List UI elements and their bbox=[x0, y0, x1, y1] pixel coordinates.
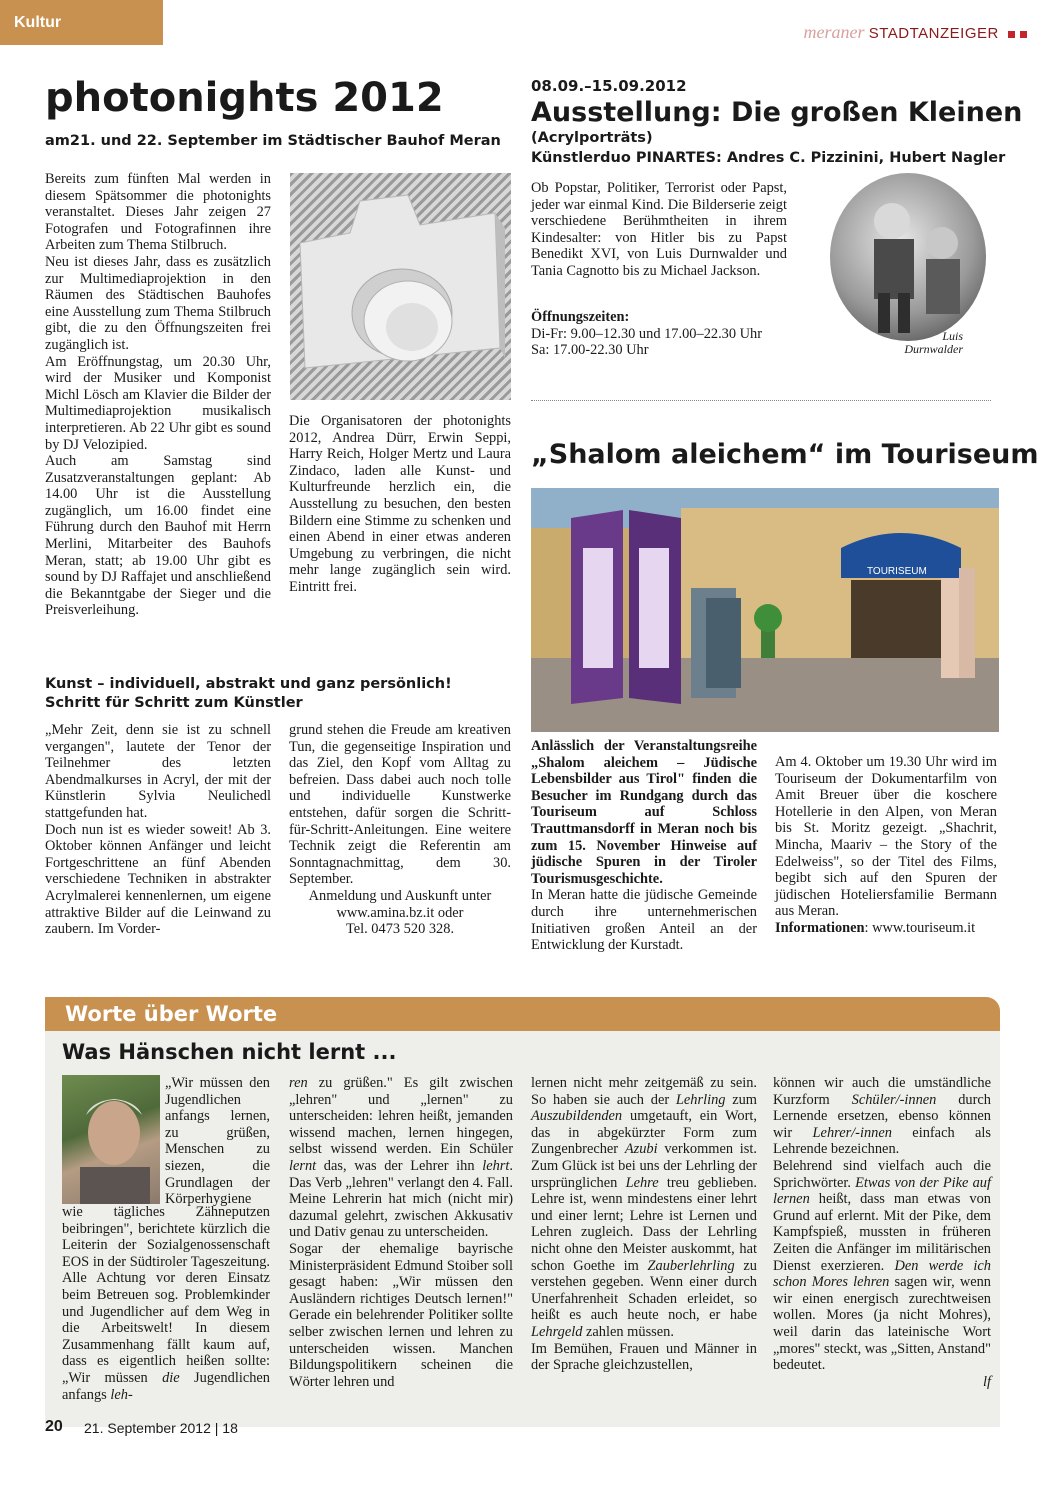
paragraph: Doch nun ist es wieder soweit! Ab 3. Oktober können Anfänger und leicht Fortgeschrittene an fünf Abenden verschiedene Techniken in abstrakter Acrylmalerei kennenlernen, um eigene attraktive Bilder auf die Leinwand zu zaubern. Im Vorder- bbox=[45, 821, 271, 938]
text-run: Lehrer/-innen bbox=[812, 1124, 892, 1141]
text-run: Belehrend sind vielfach auch die Sprichwörter. bbox=[773, 1157, 991, 1191]
ausstellung-title: Ausstellung: Die großen Kleinen bbox=[531, 97, 1023, 128]
kunst-title2: Schritt für Schritt zum Künstler bbox=[45, 695, 303, 711]
touriseum-photo bbox=[531, 488, 999, 732]
text-run: zum bbox=[725, 1091, 758, 1108]
text-run: die bbox=[162, 1369, 180, 1386]
text-run: umgetauft, ein Wort, das in abgekürzter Form zum Zungenbrecher bbox=[531, 1108, 757, 1158]
paragraph: „Mehr Zeit, denn sie ist zu schnell vergangen", lautete der Tenor der Teilnehmer des letzten Abendmalkurses in Acryl, der mit der Künstlerin Sylvia Neulichedl stattgefunden hat. bbox=[45, 722, 271, 821]
paragraph: Neu ist dieses Jahr, dass es zusätzlich zur Multimediaprojektion in den Räumen des Städtischen Bauhofes eine Ausstellung zum Thema Stilbruch gibt, die zu den Öffnungszeiten frei zugänglich ist. bbox=[45, 253, 271, 353]
text-run: Lehrgeld bbox=[531, 1323, 583, 1340]
text-run: lehrt bbox=[482, 1157, 510, 1174]
hours-weekdays: Di-Fr: 9.00–12.30 und 17.00–22.30 Uhr bbox=[531, 325, 763, 342]
text-run: ren bbox=[289, 1075, 308, 1091]
photonights-title: photonights 2012 bbox=[45, 75, 444, 121]
text-run: einfach als Lehrende bezeichnen. bbox=[773, 1124, 991, 1158]
shalom-col1 bbox=[531, 738, 757, 954]
paragraph: Am Eröffnungstag, um 20.30 Uhr, wird der Musiker und Komponist Michl Lösch am Klavier die Bilder der Multimediaprojektion musikalisch interpretieren. Ab 22 Uhr gibt es sound by DJ Velozipied. bbox=[45, 353, 271, 453]
text-run: verkommen ist. Zum Glück ist bei uns der Lehrling der ursprünglichen bbox=[531, 1141, 757, 1191]
masthead-logo bbox=[804, 22, 1027, 43]
text-run: Zauberlehrling bbox=[647, 1257, 735, 1274]
ausstellung-hours bbox=[531, 309, 811, 359]
text-run: zu grüßen." Es gilt zwischen „lehren" und „lernen" zu unterscheiden: lehren heißt, jemanden wissend machen, lernen hingegen, selbst wissend werden. Ein Schüler bbox=[289, 1075, 513, 1158]
photonights-col2: Die Organisatoren der photonights 2012, Andrea Dürr, Erwin Seppi, Harry Reich, Holger Mertz und Laura Zindaco, laden alle Kunst- und Kulturfreunde herzlich ein, die Ausstellung zu besuchen, den besten Bildern eine Stimme zu schenken und einen Abend in einer etwas anderen Umgebung zu verbringen, die nicht mehr lange zugänglich sein wird. Eintritt frei. bbox=[289, 413, 511, 595]
text-run: zahlen müssen. bbox=[582, 1323, 674, 1340]
worte-col1-side: „Wir müssen den Jugendlichen anfangs lernen, zu grüßen, Menschen zu siezen, die Grundlagen der Körperhygiene bbox=[165, 1075, 270, 1208]
text-run: Lehrling bbox=[675, 1091, 726, 1108]
portrait-illustration bbox=[830, 173, 986, 341]
photonights-subtitle: am21. und 22. September im Städtischer Bauhof Meran bbox=[45, 133, 501, 149]
shalom-col2 bbox=[775, 754, 997, 937]
text-run: wie tägliches Zähneputzen beibringen", berichtete kürzlich die Leiterin der Sozialgenossenschaft EOS in der Südtiroler Tageszeitung. Alle Achtung vor deren Einsatz beim Betreuen sog. Problemkinder und Jugendlicher auf dem Weg in die Arbeitswelt! In diesem Zusammenhang fällt kaum auf, dass es eigentlich heißen sollte: „Wir müssen bbox=[62, 1204, 270, 1386]
paragraph: Im Bemühen, Frauen und Männer in der Sprache gleichzustellen, bbox=[531, 1340, 757, 1374]
kunst-title1: Kunst – individuell, abstrakt und ganz persönlich! bbox=[45, 676, 452, 692]
author-illustration bbox=[62, 1075, 160, 1204]
paragraph bbox=[531, 1075, 757, 1341]
paragraph bbox=[773, 1075, 991, 1158]
worte-col4 bbox=[773, 1075, 991, 1390]
photonights-col1 bbox=[45, 171, 271, 619]
paragraph: In Meran hatte die jüdische Gemeinde durch ihre unternehmerischen Initiativen großen Anteil an der Entwicklung der Kurstadt. bbox=[531, 887, 757, 954]
column-label: Worte über Worte bbox=[65, 1002, 278, 1026]
caption-line: Durnwalder bbox=[904, 342, 963, 356]
caption-line: Luis bbox=[942, 329, 963, 343]
text-run: durch Lernende ersetzen, ebenso können wir bbox=[773, 1091, 991, 1141]
column-title: Was Hänschen nicht lernt ... bbox=[62, 1040, 397, 1064]
child-portrait-photo bbox=[830, 173, 986, 341]
info-value: : www.touriseum.it bbox=[864, 919, 976, 936]
worte-col1 bbox=[62, 1204, 270, 1403]
section-tab-kultur: Kultur bbox=[0, 0, 163, 45]
divider bbox=[531, 400, 991, 401]
paragraph bbox=[289, 1075, 513, 1241]
text-run: Jugendlichen anfangs bbox=[62, 1369, 270, 1403]
kunst-col2 bbox=[289, 722, 511, 938]
ausstellung-subtitle1: (Acrylporträts) bbox=[531, 130, 653, 146]
paragraph bbox=[773, 1158, 991, 1374]
text-run: Lehre bbox=[625, 1174, 659, 1191]
masthead-square-icon bbox=[1008, 31, 1015, 38]
hours-saturday: Sa: 17.00-22.30 Uhr bbox=[531, 342, 649, 359]
camera-illustration bbox=[290, 173, 511, 400]
shalom-lead: Anlässlich der Veranstaltungsreihe „Shalom aleichem – Jüdische Lebensbilder aus Tirol" finden die Besucher im Rundgang durch das Touriseum auf Schloss Trauttmansdorff in Meran noch bis zum 15. November Hinweise auf jüdische Spuren in der Tiroler Tourismusgeschichte. bbox=[531, 738, 757, 887]
kunst-contact3: Tel. 0473 520 328. bbox=[345, 921, 455, 938]
ausstellung-subtitle2: Künstlerduo PINARTES: Andres C. Pizzinini, Hubert Nagler bbox=[531, 150, 1006, 166]
portrait-caption bbox=[870, 330, 963, 356]
info-label: Informationen bbox=[775, 919, 865, 936]
ausstellung-dates: 08.09.–15.09.2012 bbox=[531, 77, 687, 95]
author-photo bbox=[62, 1075, 160, 1204]
touriseum-illustration bbox=[531, 488, 999, 732]
kunst-contact1: Anmeldung und Auskunft unter bbox=[308, 887, 492, 904]
worte-col2 bbox=[289, 1075, 513, 1390]
text-run: Etwas von der Pike auf lernen bbox=[773, 1174, 991, 1208]
text-run: leh- bbox=[110, 1386, 133, 1403]
page-number: 20 bbox=[45, 1418, 63, 1435]
paragraph: Auch am Samstag sind Zusatzveranstaltungen geplant: Ab 14.00 Uhr ist die Ausstellung zugänglich, um 16.00 findet eine Führung durch den Bauhof mit Herrn Merlini, Mitarbeiter des Bauhofs Meran, statt; ab 19.00 Uhr gibt es sound by DJ Raffajet und anschließend die Bekanntgabe der Sieger und die Preisverleihung. bbox=[45, 453, 271, 619]
ausstellung-body: Ob Popstar, Politiker, Terrorist oder Papst, jeder war einmal Kind. Die Bilderserie zeigt verschiedene Berühmtheiten in ihrem Kindesalter: von Hitler bis zu Papst Benedikt XVI, von Luis Durnwalder und Tania Cagnotto bis zu Michael Jackson. bbox=[531, 180, 787, 279]
text-run: Schüler/-innen bbox=[851, 1091, 937, 1108]
text-run: Azubi bbox=[624, 1141, 658, 1158]
masthead-square-icon bbox=[1020, 31, 1027, 38]
shalom-info bbox=[775, 920, 997, 937]
worte-col3 bbox=[531, 1075, 757, 1374]
masthead-brand-stadtanzeiger: STADTANZEIGER bbox=[868, 25, 999, 42]
issue-info: 21. September 2012 | 18 bbox=[84, 1420, 238, 1436]
signature: lf bbox=[983, 1373, 991, 1390]
camera-sculpture-photo bbox=[290, 173, 511, 400]
text-run: Den werde ich schon Mores lehren bbox=[773, 1257, 992, 1291]
kunst-contact2: www.amina.bz.it oder bbox=[336, 904, 464, 921]
hours-label: Öffnungszeiten: bbox=[531, 309, 630, 325]
paragraph: Am 4. Oktober um 19.30 Uhr wird im Touriseum der Dokumentarfilm von Amit Breuer über die koschere Hotellerie in den Alpen, von Meran bis St. Moritz gezeigt. „Shachrit, Mincha, Maariv – the Story of the Edelweiss", so der Titel des Films, begibt sich auf den Spuren der jüdischen Hoteliersfamilie Bermann aus Meran. bbox=[775, 754, 997, 920]
text-run: lernt bbox=[289, 1157, 317, 1174]
text-run: können wir auch die umständliche Kurzform bbox=[773, 1075, 991, 1108]
shalom-title: „Shalom aleichem“ im Touriseum bbox=[531, 439, 1039, 470]
paragraph: Sogar der ehemalige bayrische Ministerpräsident Edmund Stoiber soll gesagt haben: „Wir müssen den Ausländern richtiges Deutsch lernen!" Gerade ein belehrender Politiker sollte selber zwischen lernen und lehren zu unterscheiden wissen. Manchen Bildungspolitikern scheinen die Wörter lehren und bbox=[289, 1240, 513, 1390]
text-run: heißt, dass man etwas von Grund auf erlernt. Mit der Pike, dem Kampfspieß, mussten in früheren Zeiten die Anfänger im militärischen Dienst exerzieren. bbox=[773, 1191, 991, 1274]
touriseum-sign: TOURISEUM bbox=[867, 566, 927, 577]
text-run: Auszubildenden bbox=[531, 1108, 623, 1125]
text-run: lernen nicht mehr zeitgemäß zu sein. So haben sie auch der bbox=[531, 1075, 757, 1108]
kunst-col1 bbox=[45, 722, 271, 938]
text-run: sagen wir, wenn wir einen energisch zurechtweisen wollen. Mores (ja nicht Mohres), weil darin das lateinische Wort „mores" steckt, was „Sitten, Anstand" bedeutet. bbox=[773, 1274, 992, 1374]
text-run: das, was der Lehrer ihn bbox=[316, 1157, 483, 1174]
text-run: . Das Verb „lehren" verlangt den 4. Fall. Meine Lehrerin hat mich (nicht mir) dazumal gelehrt, zwischen Akkusativ und Dativ genau zu unterscheiden. bbox=[289, 1157, 513, 1241]
paragraph: grund stehen die Freude am kreativen Tun, die gegenseitige Inspiration und das Ziel, den Kopf vom Alltag zu befreien. Dass dabei auch noch tolle und individuelle Kunstwerke entstehen, dafür sorgen die Schritt-für-Schritt-Anleitungen. Eine weitere Technik zeigt die Referentin am Sonntagnachmittag, dem 30. September. bbox=[289, 722, 511, 888]
masthead-brand-meraner: meraner bbox=[803, 22, 865, 42]
text-run: treu geblieben. Lehre ist, wenn mindestens einer lehrt und einer lernt; Lehre ist Lernen und Lehren zugleich. Dass der Lehrling nicht ohne den Meister auskommt, hat schon Goethe im bbox=[531, 1174, 757, 1274]
paragraph: Bereits zum fünften Mal werden in diesem Spätsommer die photonights veranstaltet. Dieses Jahr zeigen 27 Fotografen und Fotografinnen ihre Arbeiten zum Thema Stilbruch. bbox=[45, 171, 271, 254]
text-run: zu verstehen gegeben. Wenn einer durch Unerfahrenheit Schaden erleidet, so heißt es auch heute noch, er habe bbox=[531, 1257, 757, 1324]
